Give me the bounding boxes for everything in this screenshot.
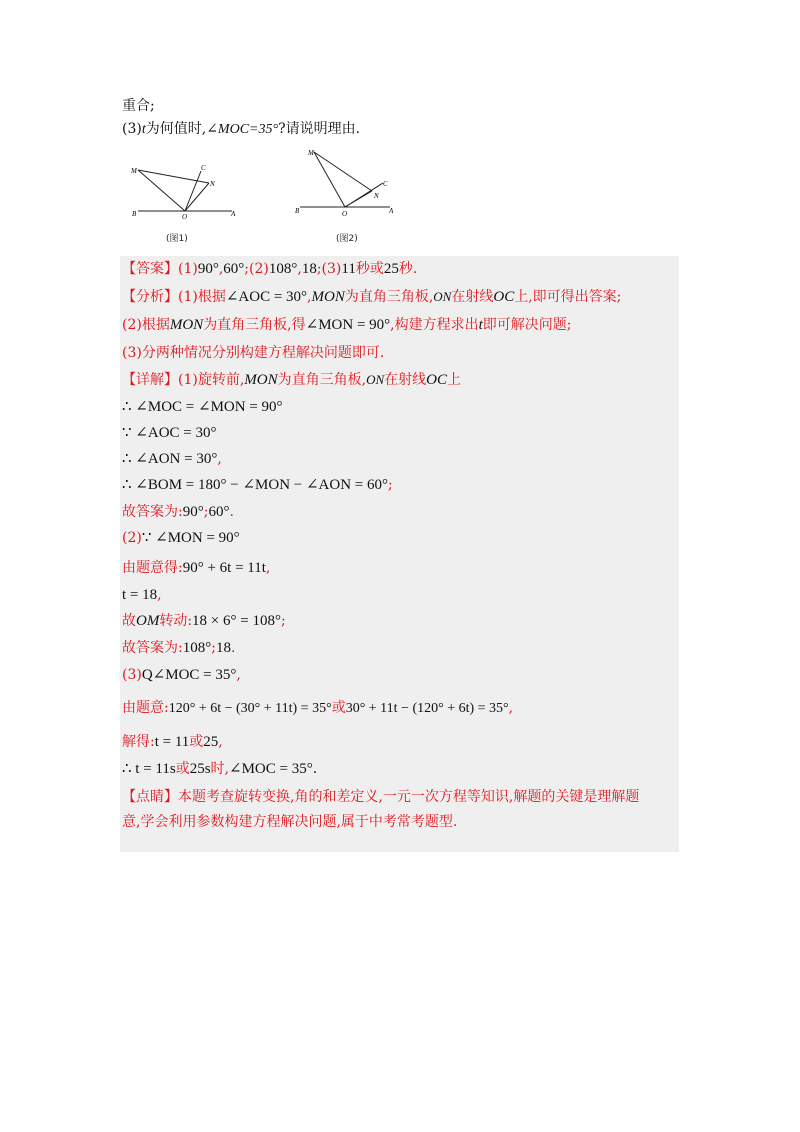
question-3: (3)t为何值时,∠MOC=35°?请说明理由. bbox=[122, 121, 361, 137]
answer-tag: 【答案】 bbox=[122, 261, 178, 277]
detail-line-9: t = 18, bbox=[122, 587, 162, 603]
detail-line-14: 解得:t = 11或25, bbox=[122, 734, 223, 750]
detail-line-2: ∴ ∠MOC = ∠MON = 90° bbox=[122, 399, 283, 415]
analysis-line-3: (3)分两种情况分别构建方程解决问题即可. bbox=[122, 345, 385, 361]
detail-tag: 【详解】 bbox=[122, 372, 178, 388]
fig2-label-n: N bbox=[374, 192, 379, 200]
detail-line-3: ∵ ∠AOC = 30° bbox=[122, 425, 217, 441]
figure-2-caption: (图2) bbox=[336, 234, 358, 244]
fig1-label-o: O bbox=[182, 213, 188, 220]
detail-line-7: (2)∵ ∠MON = 90° bbox=[122, 530, 240, 546]
detail-line-1: 【详解】(1)旋转前,MON为直角三角板,ON在射线OC上 bbox=[122, 372, 461, 388]
comment-line-2: 意,学会利用参数构建方程解决问题,属于中考常考题型. bbox=[122, 814, 458, 830]
analysis-line-1: 【分析】(1)根据∠AOC = 30°,MON为直角三角板,ON在射线OC上,即可得出答案; bbox=[122, 289, 622, 305]
detail-line-8: 由题意得:90° + 6t = 11t, bbox=[122, 560, 271, 576]
fig2-label-o: O bbox=[342, 210, 348, 218]
figure-1 bbox=[128, 158, 240, 220]
fig1-label-c: C bbox=[201, 164, 206, 172]
fig2-label-m: M bbox=[308, 149, 314, 157]
figure-2-diagram bbox=[292, 145, 400, 220]
detail-line-12: (3)Q∠MOC = 35°, bbox=[122, 667, 241, 683]
detail-line-10: 故OM转动:18 × 6° = 108°; bbox=[122, 613, 286, 629]
fig1-label-a: A bbox=[231, 210, 236, 218]
detail-line-11: 故答案为:108°;18. bbox=[122, 640, 236, 656]
intro-line-1: 重合; bbox=[122, 98, 155, 114]
comment-tag: 【点睛】 bbox=[122, 789, 178, 805]
comment-line-1: 【点睛】本题考查旋转变换,角的和差定义,一元一次方程等知识,解题的关键是理解题 bbox=[122, 789, 640, 805]
answer-line: 【答案】(1)90°,60°;(2)108°,18;(3)11秒或25秒. bbox=[122, 261, 418, 277]
fig2-label-c: C bbox=[383, 180, 388, 188]
detail-line-13: 由题意:120° + 6t − (30° + 11t) = 35°或30° + 11t − (120° + 6t) = 35°, bbox=[122, 700, 514, 716]
fig2-label-b: B bbox=[295, 207, 300, 215]
analysis-tag: 【分析】 bbox=[122, 289, 178, 305]
fig1-label-b: B bbox=[132, 210, 137, 218]
figure-2 bbox=[292, 145, 400, 220]
detail-line-6: 故答案为:90°;60°. bbox=[122, 504, 234, 520]
fig2-label-a: A bbox=[389, 207, 394, 215]
fig1-label-m: M bbox=[131, 167, 137, 175]
detail-line-4: ∴ ∠AON = 30°, bbox=[122, 451, 222, 467]
detail-line-5: ∴ ∠BOM = 180° − ∠MON − ∠AON = 60°; bbox=[122, 477, 393, 493]
figure-1-diagram bbox=[128, 158, 240, 220]
fig1-label-n: N bbox=[210, 180, 215, 188]
analysis-line-2: (2)根据MON为直角三角板,得∠MON = 90°,构建方程求出t即可解决问题; bbox=[122, 317, 572, 333]
detail-line-15: ∴ t = 11s或25s时,∠MOC = 35°. bbox=[122, 761, 318, 777]
figure-1-caption: (图1) bbox=[166, 234, 188, 244]
